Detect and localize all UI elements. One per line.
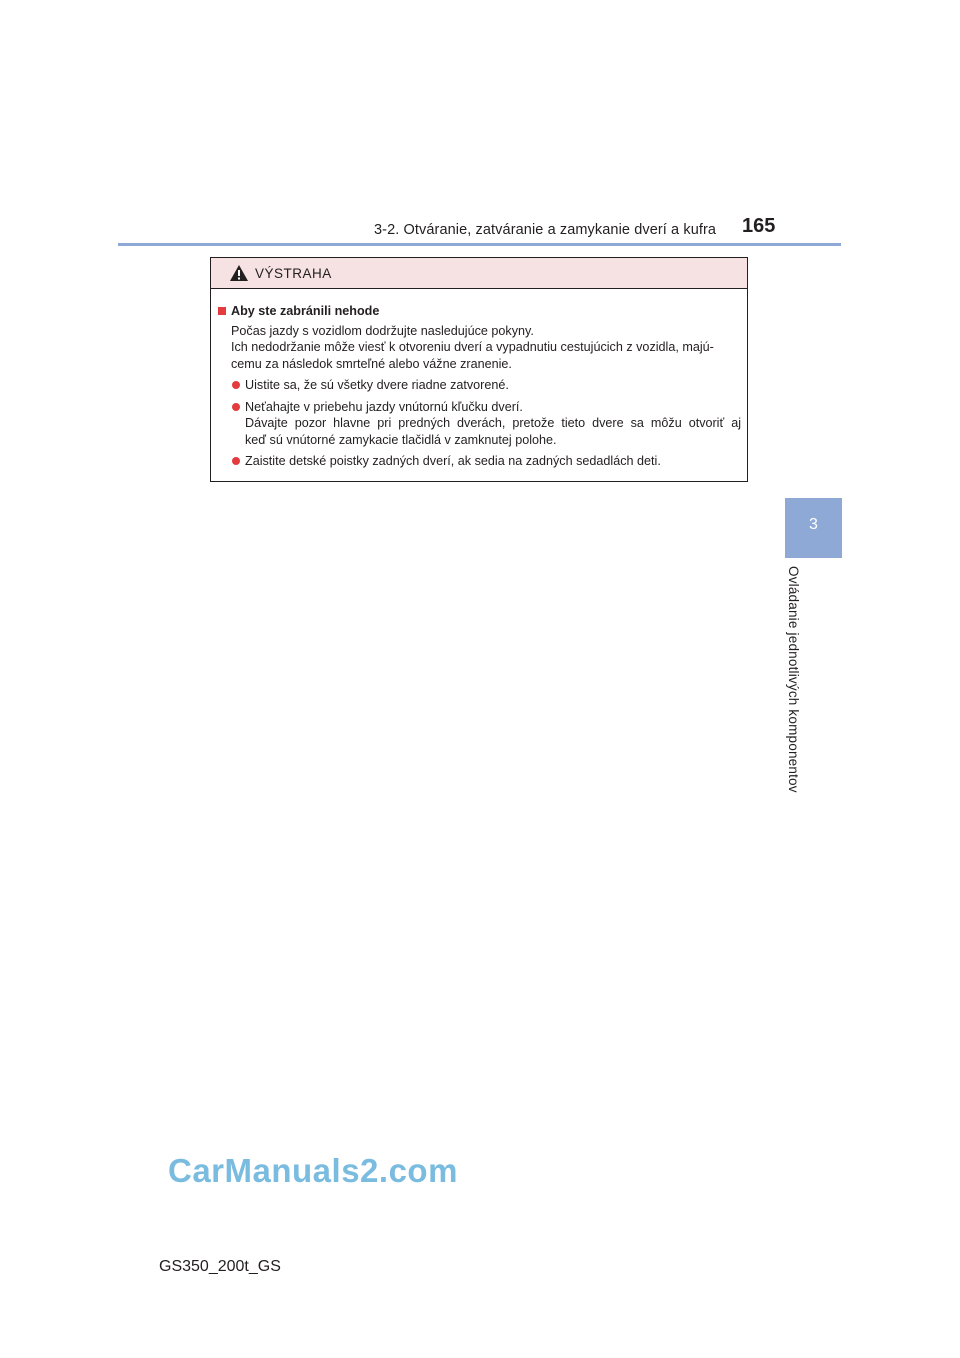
header-divider bbox=[118, 243, 841, 246]
warning-box bbox=[210, 257, 748, 482]
chapter-side-label: Ovládanie jednotlivých komponentov bbox=[786, 566, 801, 793]
bullet-line: Dávajte pozor hlavne pri predných dverách, pretože tieto dvere sa môžu otvoriť aj bbox=[245, 416, 741, 430]
warning-intro bbox=[218, 323, 741, 373]
bullet-text bbox=[245, 453, 741, 470]
round-bullet-icon bbox=[232, 381, 240, 389]
warning-header bbox=[211, 258, 747, 289]
intro-line: cemu za následok smrteľné alebo vážne zranenie. bbox=[231, 356, 512, 371]
bullet-line: Neťahajte v priebehu jazdy vnútornú kľučku dverí. bbox=[245, 399, 523, 414]
bullet-line: Uistite sa, že sú všetky dvere riadne zatvorené. bbox=[245, 378, 509, 392]
bullet-line: keď sú vnútorné zamykacie tlačidlá v zamknutej polohe. bbox=[245, 432, 557, 447]
warning-bullet-item bbox=[218, 453, 741, 470]
round-bullet-icon bbox=[232, 457, 240, 465]
bullet-line: Zaistite detské poistky zadných dverí, ak sedia na zadných sedadlách deti. bbox=[245, 454, 661, 468]
warning-body bbox=[211, 289, 747, 470]
chapter-number: 3 bbox=[809, 516, 818, 533]
bullet-text bbox=[245, 399, 741, 449]
warning-label: VÝSTRAHA bbox=[255, 265, 332, 281]
watermark-logo: CarManuals2.com bbox=[168, 1152, 458, 1189]
intro-line: Počas jazdy s vozidlom dodržujte nasledujúce pokyny. bbox=[231, 323, 534, 338]
square-bullet-icon bbox=[218, 307, 226, 315]
warning-bullet-item bbox=[218, 377, 741, 394]
section-title: 3-2. Otváranie, zatváranie a zamykanie dverí a kufra bbox=[374, 222, 717, 238]
warning-section-heading bbox=[218, 303, 741, 320]
footer-model-code: GS350_200t_GS bbox=[159, 1258, 281, 1275]
warning-heading-text: Aby ste zabránili nehode bbox=[231, 304, 380, 318]
round-bullet-icon bbox=[232, 403, 240, 411]
warning-triangle-icon bbox=[229, 264, 249, 282]
bullet-text bbox=[245, 377, 741, 394]
intro-line: Ich nedodržanie môže viesť k otvoreniu dverí a vypadnutiu cestujúcich z vozidla, majú- bbox=[231, 340, 714, 354]
chapter-tab bbox=[785, 498, 842, 558]
warning-bullet-item bbox=[218, 399, 741, 449]
page-number: 165 bbox=[742, 215, 776, 237]
